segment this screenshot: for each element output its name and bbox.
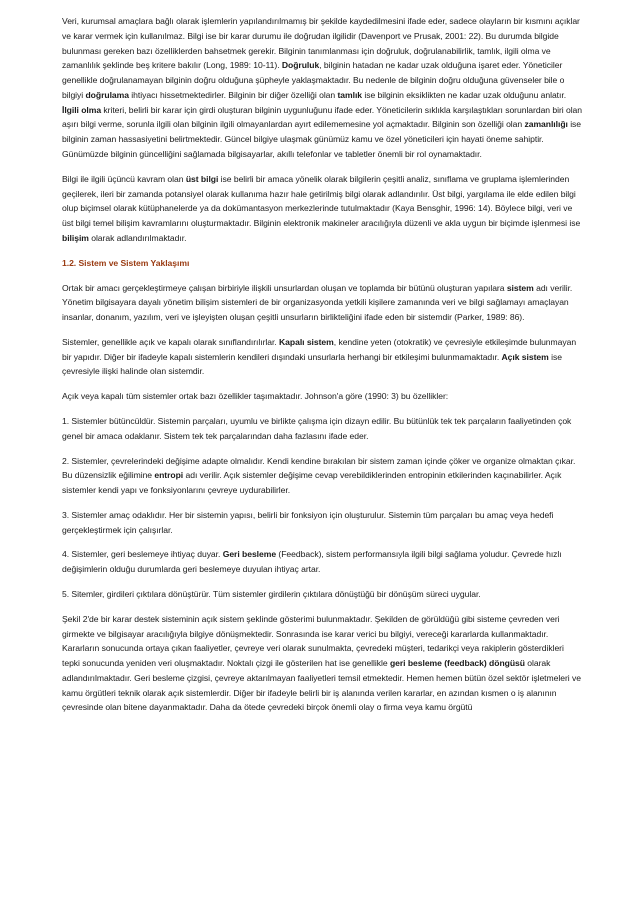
bold-term: Geri besleme <box>222 549 277 560</box>
paragraph-figure-description <box>62 612 584 715</box>
text-run: , bilginin hatadan ne kadar uzak olduğuna işaret eder. Yöneticiler genellikle doğrulanamayan bilginin doğru olduğuna şüpheyle yaklaşmaktadır. Bu nedenle de bilginin doğru olduğuna güvenseler bile o bilgiyi <box>62 60 565 100</box>
paragraph-common-features-intro: Açık veya kapalı tüm sistemler ortak bazı özellikler taşımaktadır. Johnson'a göre (1990: 3) bu özellikler: <box>62 391 449 402</box>
text-run: 4. Sistemler, geri beslemeye ihtiyaç duyar. <box>62 549 223 560</box>
paragraph-information-criteria <box>62 14 584 162</box>
text-run: ihtiyacı hissetmektedirler. Bilginin bir diğer özelliği olan <box>128 89 338 100</box>
bold-term: tamlık <box>337 89 363 100</box>
text-run: ise belirli bir amaca yönelik olarak bilgilerin çeşitli analiz, sınıflama ve gruplama işlemlerinden geçilerek, ileri bir zamanda potansiyel olarak kullanıma hazır hale getirilmiş bilgi olarak adlandırılır. Üst bilgi, yargılama ile elde edilen bilgi olup biçimsel olarak kütüphanelerde ya da dokümantasyon merkezlerinde tutulmaktadır (Kaya Bensghir, 1996: 14). Böylece bilgi, veri ve üst bilgi temel bilişim kavramlarını oluşturmaktadır. Bilginin elektronik makineler aracılığıyla düzenli ve akla uygun bir biçimde işlenmesi ise <box>62 173 581 229</box>
text-run: kriteri, belirli bir karar için girdi oluşturan bilginin uygunluğunu ifade eder. Yöneticilerin sıklıkla karşılaştıkları sorunlardan biri olan aşırı bilgi verme, sorunla ilgili olan bilginin ilgili olmayanlardan ayırt edilememesine yol açmaktadır. Bilginin son özelliği olan <box>62 104 583 130</box>
bold-term: üst bilgi <box>185 173 219 184</box>
text-run: , kendine yeten (otokratik) ve çevresiyle etkileşimde bulunmayan bir yapıdır. Diğer bir ifadeyle kapalı sistemlerin kendileri dışındaki unsurlarla herhangi bir etkileşimi bulunmamaktadır. <box>62 336 577 362</box>
list-item-feature-3: 3. Sistemler amaç odaklıdır. Her bir sistemin yapısı, belirli bir fonksiyon için oluşturulur. Sistemin tüm parçaları bu amaç veya hedefi gerçekleştirmek için çalışırlar. <box>62 509 554 535</box>
text-run: adı verilir. Açık sistemler değişime cevap verebildiklerinden entropinin etkilerinden kaçınabilirler. Açık sistemler kendi yapı ve fonksiyonlarını çevreye uydurabilirler. <box>62 470 562 496</box>
paragraph-open-closed-systems <box>62 335 584 379</box>
list-item-feature-5: 5. Sitemler, girdileri çıktılara dönüştürür. Tüm sistemler girdilerin çıktılara dönüştüğü bir dönüşüm süreci uygular. <box>62 589 481 599</box>
text-run: ise çevresiyle ilişki halinde olan sistemdir. <box>62 351 562 377</box>
bold-term: Açık sistem <box>501 351 549 362</box>
text-run: Şekil 2'de bir karar destek sisteminin açık sistem şeklinde gösterimi bulunmaktadır. Şekilden de görüldüğü gibi sisteme çevreden veri girmekte ve bilgisayar aracılığıyla bilgiye dönüşmektedir. Sonrasında ise karar verici bu bilgiyi, vereceği kararlarda kullanmaktadır. Kararların sonucunda ortaya çıkan faaliyetler, çevreye veri olarak sunulmakta, çevredeki müşteri, tedarikçi veya rakiplerin gösterdikleri tepki sonucunda yeniden veri oluşmaktadır. Noktalı çizgi ile gösterilen hat ise genellikle <box>62 613 564 669</box>
text-run: ise bilginin eksiklikten ne kadar uzak olduğunu anlatır. <box>362 89 567 100</box>
text-run: 2. Sistemler, çevrelerindeki değişime adapte olmalıdır. Kendi kendine bırakılan bir sistem zaman içinde çöker ve organize olmaktan çıkar. Bu düzensizlik eğilimine <box>62 455 576 481</box>
bold-term: bilişim <box>62 232 89 243</box>
bold-term: geri besleme (feedback) döngüsü <box>389 658 525 669</box>
text-run: Sistemler, genellikle açık ve kapalı olarak sınıflandırılırlar. <box>62 336 279 347</box>
text-run: ise bilginin zaman hassasiyetini belirtmektedir. Güncel bilgiye ulaşmak günümüz kamu ve özel yöneticileri için hayati öneme sahiptir. Günümüzde bilginin güncelliğini sağlamada bilgisayarlar, akıllı telefonlar ve tabletler önemli bir rol oynamaktadır. <box>62 119 582 160</box>
bold-term: İlgili olma <box>62 104 102 115</box>
list-item-feature-4 <box>62 547 584 577</box>
bold-term: sistem <box>506 282 534 293</box>
bold-term: zamanlılığı <box>524 119 568 130</box>
text-run: olarak adlandırılmaktadır. <box>88 232 187 243</box>
text-run: adı verilir. Yönetim bilgisayara dayalı yönetim bilişim sistemleri de bir organizasyonda yetkili kişilere zamanında veri ve bilgi sağlamayı amaçlayan insanlar, donanım, yazılım, veri ve işleyişten oluşan çeşitli unsurların birlikteliğini ifade eden bir sistemdir (Parker, 1989: 86). <box>62 282 573 323</box>
text-run: olarak adlandırılmaktadır. Geri besleme çizgisi, çevreye aktarılmayan faaliyetleri temsil etmektedir. Hemen hemen bütün özel sektör işletmeleri ve kamu örgütleri teknik olarak açık sistemlerdir. Diğer bir ifadeyle belirli bir iş alanında verilen kararlar, en azından kısmen o iş alanının çevresinde olan bitene dayanmaktadır. Daha da ötede çevredeki birçok önemli olay o firma veya kamu örgütü <box>62 658 581 713</box>
text-run: Bilgi ile ilgili üçüncü kavram olan <box>62 173 186 184</box>
text-run: Veri, kurumsal amaçlara bağlı olarak işlemlerin yapılandırılmamış bir şekilde kaydedilmesini ifade eder, sadece olayların bir kısmını açıklar ve karar vermek için kullanılmaz. Bilgi ise bir karar durumu ile doğrudan ilgilidir (Davenport ve Prusak, 2001: 22). Bu durumda bilgide bulunması gereken bazı özelliklerden bahsetmek gerekir. Bilginin tanımlanması için doğruluk, doğrulanabilirlik, tamlık, ilgili olma ve zamanlılık şeklinde beş kritere bakılır (Long, 1989: 10-11). <box>62 16 580 71</box>
text-run: Ortak bir amacı gerçekleştirmeye çalışan birbiriyle ilişkili unsurlardan oluşan ve toplamda bir bütünü oluşturan yapılara <box>62 282 507 293</box>
bold-term: Kapalı sistem <box>279 336 334 347</box>
bold-term: doğrulama <box>85 89 129 100</box>
paragraph-system-definition <box>62 281 584 325</box>
bold-term: entropi <box>154 470 184 481</box>
bold-term: Doğruluk <box>281 60 320 71</box>
text-run: (Feedback), sistem performansıyla ilgili bilgi sağlama yoludur. Çevrede hızlı değişimlerin olduğu durumlarda geri beslemeye duyulan ihtiyaç artar. <box>62 549 562 575</box>
list-item-feature-1: 1. Sistemler bütüncüldür. Sistemin parçaları, uyumlu ve birlikte çalışma için dizayn edilir. Bu bütünlük tek tek parçaların faaliyetinden çok genel bir amaca odaklanır. Sistem tek tek parçalarından daha fazlasını ifade eder. <box>62 415 572 441</box>
list-item-feature-2 <box>62 454 584 498</box>
paragraph-meta-information <box>62 172 584 246</box>
section-heading: 1.2. Sistem ve Sistem Yaklaşımı <box>62 257 190 268</box>
